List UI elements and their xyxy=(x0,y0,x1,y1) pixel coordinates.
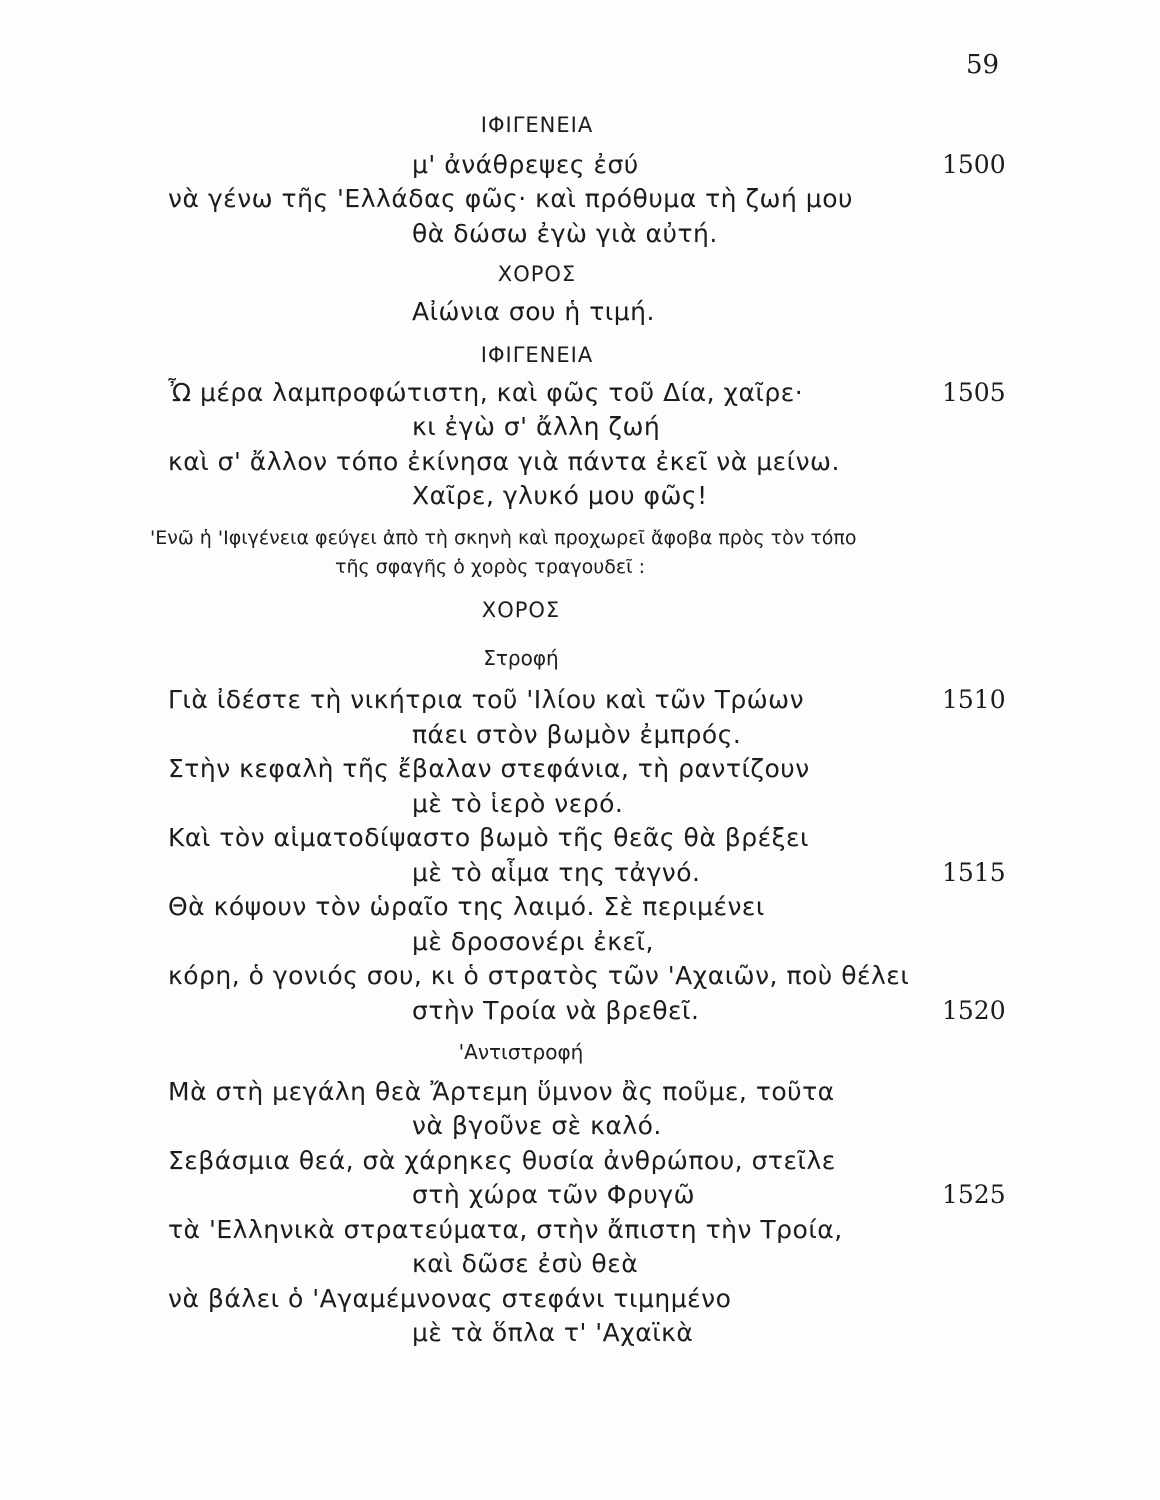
verse-line: Γιὰ ἰδέστε τὴ νικήτρια τοῦ 'Ιλίου καὶ τῶν Τρώων xyxy=(168,685,805,714)
verse-line: Χαῖρε, γλυκό μου φῶς! xyxy=(412,481,708,510)
verse-line: θὰ δώσω ἐγὼ γιὰ αὐτή. xyxy=(412,219,718,248)
verse-line: νὰ γένω τῆς 'Ελλάδας φῶς· καὶ πρόθυμα τὴ ζωή μου xyxy=(168,184,853,213)
verse-line: στὴ χώρα τῶν Φρυγῶ xyxy=(412,1180,695,1209)
speaker-heading: ΙΦΙΓΕΝΕΙΑ xyxy=(480,113,594,137)
line-number: 1520 xyxy=(942,996,1006,1025)
verse-line: Θὰ κόψουν τὸν ὡραῖο της λαιμό. Σὲ περιμένει xyxy=(168,892,765,921)
verse-line: κόρη, ὁ γονιός σου, κι ὁ στρατὸς τῶν 'Αχαιῶν, ποὺ θέλει xyxy=(168,961,910,990)
verse-line: τὰ 'Ελληνικὰ στρατεύματα, στὴν ἄπιστη τὴν Τροία, xyxy=(168,1215,843,1244)
speaker-heading: ΧΟΡΟΣ xyxy=(481,598,561,622)
page-number: 59 xyxy=(966,50,1000,80)
verse-line: κι ἐγὼ σ' ἄλλη ζωή xyxy=(412,412,661,441)
verse-line: Καὶ τὸν αἱματοδίψαστο βωμὸ τῆς θεᾶς θὰ βρέξει xyxy=(168,823,810,852)
line-number: 1505 xyxy=(942,378,1006,407)
verse-line: μ' ἀνάθρεψες ἐσύ xyxy=(412,150,639,179)
line-number: 1500 xyxy=(942,150,1006,179)
verse-line: μὲ τὸ αἷμα της τἀγνό. xyxy=(412,858,701,887)
verse-line: μὲ τὰ ὅπλα τ' 'Αχαϊκὰ xyxy=(412,1318,694,1347)
verse-line: μὲ τὸ ἱερὸ νερό. xyxy=(412,789,624,818)
speaker-heading: ΧΟΡΟΣ xyxy=(497,262,577,286)
line-number: 1510 xyxy=(942,685,1006,714)
verse-line: νὰ βάλει ὁ 'Αγαμέμνονας στεφάνι τιμημένο xyxy=(168,1284,732,1313)
verse-line: στὴν Τροία νὰ βρεθεῖ. xyxy=(412,996,700,1025)
verse-line: Σεβάσμια θεά, σὰ χάρηκες θυσία ἀνθρώπου, στεῖλε xyxy=(168,1146,836,1175)
line-number: 1515 xyxy=(942,858,1006,887)
verse-line: καὶ σ' ἄλλον τόπο ἐκίνησα γιὰ πάντα ἐκεῖ νὰ μείνω. xyxy=(168,447,840,476)
verse-line: Στὴν κεφαλὴ τῆς ἔβαλαν στεφάνια, τὴ ραντίζουν xyxy=(168,754,810,783)
stage-direction: τῆς σφαγῆς ὁ χορὸς τραγουδεῖ : xyxy=(335,556,646,578)
verse-line: καὶ δῶσε ἐσὺ θεὰ xyxy=(412,1249,639,1278)
verse-line: πάει στὸν βωμὸν ἐμπρός. xyxy=(412,720,742,749)
verse-line: Ὦ μέρα λαμπροφώτιστη, καὶ φῶς τοῦ Δία, χαῖρε· xyxy=(168,378,804,407)
antistrophe-heading: 'Αντιστροφή xyxy=(458,1040,584,1064)
verse-line: Αἰώνια σου ἡ τιμή. xyxy=(412,297,655,326)
verse-line: Μὰ στὴ μεγάλη θεὰ Ἄρτεμη ὕμνον ἂς ποῦμε, τοῦτα xyxy=(168,1077,835,1106)
line-number: 1525 xyxy=(942,1180,1006,1209)
verse-line: νὰ βγοῦνε σὲ καλό. xyxy=(412,1111,662,1140)
strophe-heading: Στροφή xyxy=(483,646,559,670)
speaker-heading: ΙΦΙΓΕΝΕΙΑ xyxy=(480,343,594,367)
verse-line: μὲ δροσονέρι ἐκεῖ, xyxy=(412,927,654,956)
stage-direction: 'Ενῶ ἡ 'Ιφιγένεια φεύγει ἀπὸ τὴ σκηνὴ καὶ προχωρεῖ ἄφοβα πρὸς τὸν τόπο xyxy=(150,527,857,549)
